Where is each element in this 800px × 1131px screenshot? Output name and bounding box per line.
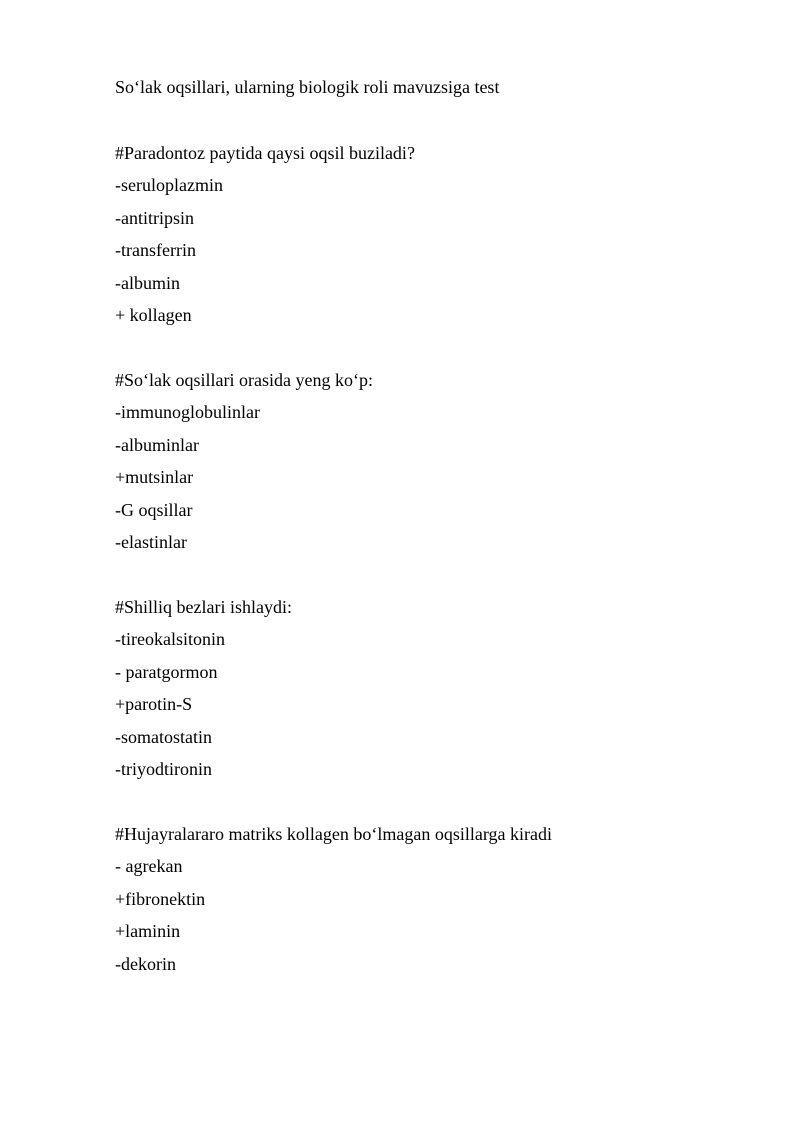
answer-option: -elastinlar (115, 532, 187, 552)
question-text: #Shilliq bezlari ishlaydi: (115, 597, 292, 617)
answer-option: -triyodtironin (115, 759, 212, 779)
answer-option: +mutsinlar (115, 467, 194, 487)
answer-option: -G oqsillar (115, 500, 193, 520)
answer-option: -tireokalsitonin (115, 629, 225, 649)
answer-option: -somatostatin (115, 727, 212, 747)
answer-option: -albumin (115, 273, 180, 293)
answer-option: -antitripsin (115, 208, 194, 228)
answer-option: -albuminlar (115, 435, 199, 455)
answer-option: -immunoglobulinlar (115, 402, 260, 422)
answer-option: - paratgormon (115, 662, 218, 682)
answer-option: -dekorin (115, 954, 176, 974)
question-text: #Hujayralararo matriks kollagen bo‘lmagan oqsillarga kiradi (115, 824, 553, 844)
document-title: So‘lak oqsillari, ularning biologik roli mavuzsiga test (115, 77, 500, 97)
answer-option: +fibronektin (115, 889, 206, 909)
question-text: #So‘lak oqsillari orasida yeng ko‘p: (115, 370, 373, 390)
question-text: #Paradontoz paytida qaysi oqsil buziladi? (115, 143, 415, 163)
answer-option: +parotin-S (115, 694, 193, 714)
answer-option: - agrekan (115, 856, 183, 876)
answer-option: -transferrin (115, 240, 196, 260)
answer-option: + kollagen (115, 305, 192, 325)
answer-option: -seruloplazmin (115, 175, 223, 195)
answer-option: +laminin (115, 921, 181, 941)
